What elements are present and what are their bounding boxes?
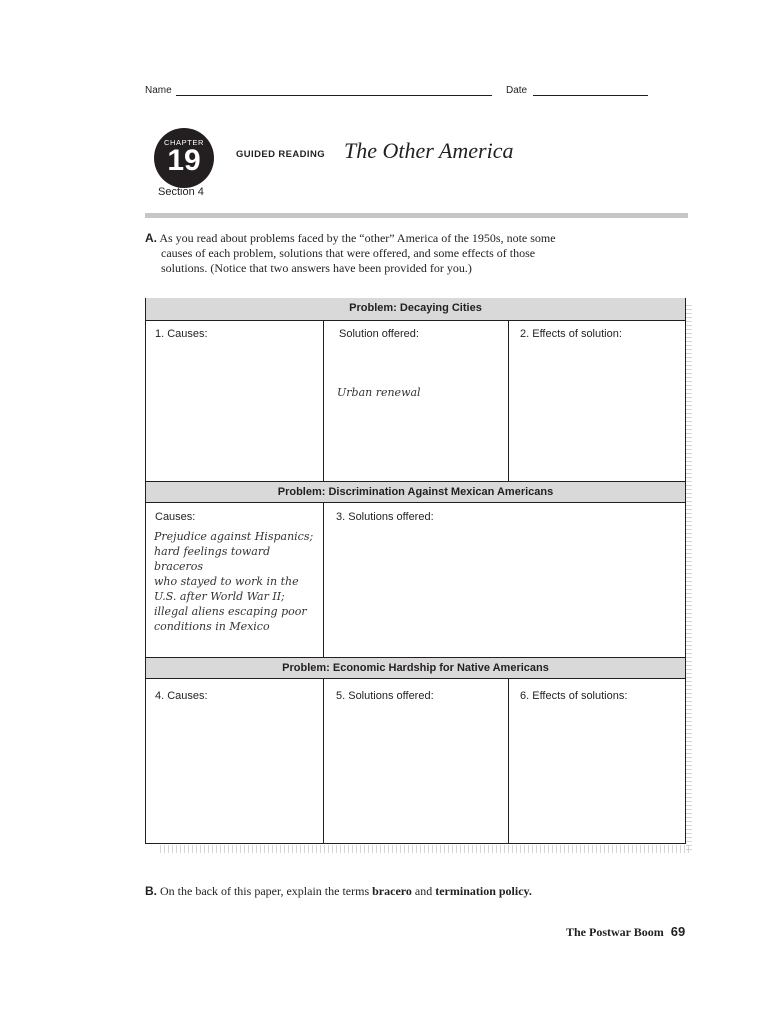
instructions-line-2: causes of each problem, solutions that were offered, and some effects of those	[161, 246, 536, 260]
solution-answer: Urban renewal	[337, 386, 421, 399]
divider	[145, 213, 688, 218]
date-label: Date	[506, 85, 528, 96]
answer-line: who stayed to work in the	[154, 575, 299, 588]
answer-line: U.S. after World War II;	[154, 590, 285, 603]
instructions-a	[145, 231, 585, 276]
problem-3-header: Problem: Economic Hardship for Native Americans	[146, 657, 685, 679]
problem-2-header: Problem: Discrimination Against Mexican Americans	[146, 481, 685, 503]
column-divider	[323, 503, 324, 657]
name-label: Name	[145, 85, 172, 96]
answer-line: illegal aliens escaping poor	[154, 605, 307, 618]
problem-1-header: Problem: Decaying Cities	[146, 298, 685, 321]
scan-artifact	[686, 305, 692, 850]
term-bracero: bracero	[372, 884, 412, 898]
answer-line: conditions in Mexico	[154, 620, 270, 633]
solutions-5-label: 5. Solutions offered:	[336, 690, 434, 702]
page-footer	[566, 924, 685, 940]
causes-1-label: 1. Causes:	[155, 328, 208, 340]
page-title: The Other America	[344, 138, 514, 163]
section-label: Section 4	[158, 186, 204, 198]
answer-line: Prejudice against Hispanics;	[154, 530, 314, 543]
instructions-line-3: solutions. (Notice that two answers have been provided for you.)	[161, 261, 472, 275]
guided-reading-label: GUIDED READING	[236, 149, 325, 160]
part-b-and: and	[414, 884, 433, 898]
name-field[interactable]	[176, 95, 492, 96]
chapter-number: 19	[167, 144, 201, 177]
scan-artifact	[160, 845, 690, 853]
graphic-organizer-table	[145, 298, 686, 844]
part-b-text: On the back of this paper, explain the terms	[160, 884, 370, 898]
column-divider	[508, 320, 509, 481]
chapter-badge	[154, 128, 214, 188]
instructions-line-1: As you read about problems faced by the “other” America of the 1950s, note some	[159, 231, 556, 245]
column-divider	[323, 679, 324, 844]
solution-offered-label: Solution offered:	[339, 328, 419, 340]
part-a-letter: A.	[145, 231, 157, 245]
chapter-label: CHAPTER	[163, 138, 205, 147]
causes-4-label: 4. Causes:	[155, 690, 208, 702]
causes-answer	[154, 529, 319, 634]
page-number: 69	[670, 924, 686, 939]
column-divider	[323, 320, 324, 481]
book-title: The Postwar Boom	[566, 925, 664, 939]
solutions-3-label: 3. Solutions offered:	[336, 511, 434, 523]
answer-line: hard feelings toward braceros	[154, 545, 271, 573]
instructions-b	[145, 884, 532, 899]
column-divider	[508, 679, 509, 844]
term-termination-policy: termination policy.	[435, 884, 532, 898]
effects-6-label: 6. Effects of solutions:	[520, 690, 628, 702]
part-b-letter: B.	[145, 884, 157, 898]
date-field[interactable]	[533, 95, 648, 96]
causes-2-label: Causes:	[155, 511, 196, 523]
effects-2-label: 2. Effects of solution:	[520, 328, 622, 340]
